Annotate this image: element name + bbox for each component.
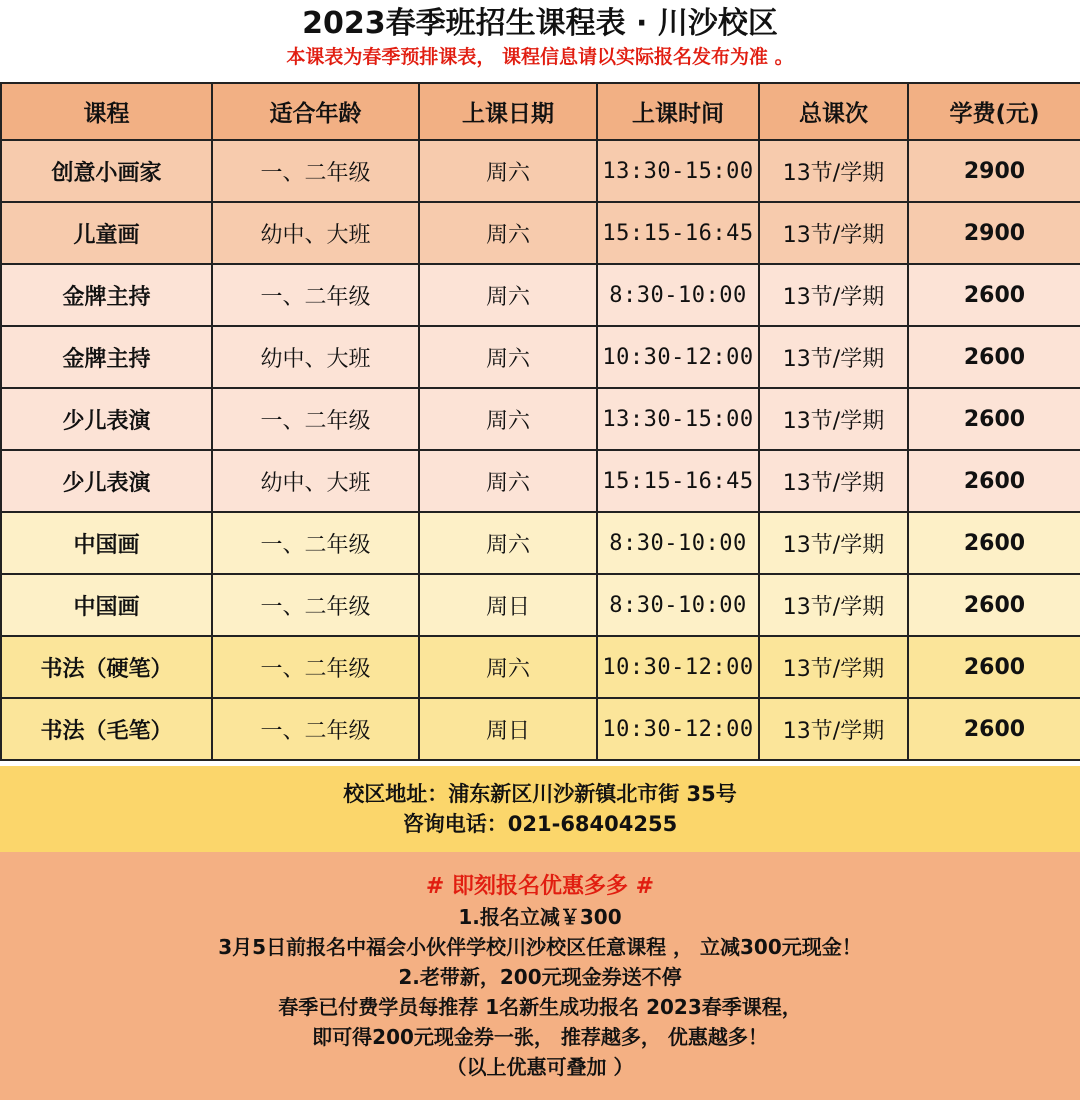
cell-age: 一、二年级 bbox=[212, 698, 419, 760]
cell-course: 金牌主持 bbox=[1, 326, 212, 388]
cell-age: 一、二年级 bbox=[212, 636, 419, 698]
table-row bbox=[1, 202, 1080, 264]
cell-day: 周六 bbox=[419, 140, 597, 202]
page-subtitle: 本课表为春季预排课表， 课程信息请以实际报名发布为准 。 bbox=[286, 46, 794, 68]
cell-fee: 2600 bbox=[908, 574, 1080, 636]
cell-day: 周六 bbox=[419, 264, 597, 326]
table-row bbox=[1, 264, 1080, 326]
cell-sessions: 13节/学期 bbox=[759, 450, 908, 512]
cell-time: 15:15-16:45 bbox=[597, 202, 759, 264]
cell-course: 中国画 bbox=[1, 574, 212, 636]
cell-age: 一、二年级 bbox=[212, 388, 419, 450]
cell-day: 周六 bbox=[419, 326, 597, 388]
table-row bbox=[1, 636, 1080, 698]
cell-course: 儿童画 bbox=[1, 202, 212, 264]
cell-course: 少儿表演 bbox=[1, 388, 212, 450]
cell-fee: 2900 bbox=[908, 202, 1080, 264]
cell-day: 周日 bbox=[419, 574, 597, 636]
promo-heading: # 即刻报名优惠多多 # bbox=[425, 874, 655, 899]
cell-time: 13:30-15:00 bbox=[597, 388, 759, 450]
cell-sessions: 13节/学期 bbox=[759, 636, 908, 698]
cell-age: 幼中、大班 bbox=[212, 202, 419, 264]
promo-line: 1.报名立减￥300 bbox=[458, 905, 622, 929]
cell-sessions: 13节/学期 bbox=[759, 264, 908, 326]
course-schedule-table bbox=[0, 82, 1080, 761]
table-header-row bbox=[1, 83, 1080, 140]
cell-sessions: 13节/学期 bbox=[759, 574, 908, 636]
column-header-sessions: 总课次 bbox=[759, 83, 908, 140]
cell-fee: 2600 bbox=[908, 512, 1080, 574]
column-header-age: 适合年龄 bbox=[212, 83, 419, 140]
cell-fee: 2600 bbox=[908, 450, 1080, 512]
cell-time: 8:30-10:00 bbox=[597, 574, 759, 636]
campus-info-band bbox=[0, 766, 1080, 852]
campus-phone: 咨询电话：021-68404255 bbox=[402, 812, 678, 836]
cell-sessions: 13节/学期 bbox=[759, 698, 908, 760]
cell-course: 少儿表演 bbox=[1, 450, 212, 512]
cell-sessions: 13节/学期 bbox=[759, 388, 908, 450]
cell-time: 10:30-12:00 bbox=[597, 326, 759, 388]
cell-age: 一、二年级 bbox=[212, 574, 419, 636]
table-row bbox=[1, 450, 1080, 512]
table-row bbox=[1, 512, 1080, 574]
table-row bbox=[1, 698, 1080, 760]
column-header-fee: 学费(元) bbox=[908, 83, 1080, 140]
table-row bbox=[1, 574, 1080, 636]
column-header-day: 上课日期 bbox=[419, 83, 597, 140]
table-row bbox=[1, 140, 1080, 202]
cell-sessions: 13节/学期 bbox=[759, 512, 908, 574]
cell-time: 10:30-12:00 bbox=[597, 636, 759, 698]
cell-fee: 2600 bbox=[908, 698, 1080, 760]
cell-day: 周六 bbox=[419, 512, 597, 574]
cell-day: 周日 bbox=[419, 698, 597, 760]
promo-band bbox=[0, 852, 1080, 1100]
table-row bbox=[1, 388, 1080, 450]
cell-course: 中国画 bbox=[1, 512, 212, 574]
page-header bbox=[0, 0, 1080, 82]
campus-address: 校区地址：浦东新区川沙新镇北市街 35号 bbox=[343, 782, 737, 806]
promo-line: 2.老带新，200元现金券送不停 bbox=[398, 965, 682, 989]
cell-age: 一、二年级 bbox=[212, 512, 419, 574]
cell-fee: 2600 bbox=[908, 388, 1080, 450]
cell-fee: 2900 bbox=[908, 140, 1080, 202]
cell-age: 一、二年级 bbox=[212, 264, 419, 326]
cell-age: 一、二年级 bbox=[212, 140, 419, 202]
page-title: 2023春季班招生课程表 · 川沙校区 bbox=[302, 6, 778, 41]
cell-fee: 2600 bbox=[908, 264, 1080, 326]
cell-age: 幼中、大班 bbox=[212, 326, 419, 388]
cell-time: 13:30-15:00 bbox=[597, 140, 759, 202]
cell-fee: 2600 bbox=[908, 326, 1080, 388]
cell-sessions: 13节/学期 bbox=[759, 326, 908, 388]
cell-fee: 2600 bbox=[908, 636, 1080, 698]
promo-line: 春季已付费学员每推荐 1名新生成功报名 2023春季课程， bbox=[278, 995, 802, 1019]
cell-age: 幼中、大班 bbox=[212, 450, 419, 512]
cell-time: 15:15-16:45 bbox=[597, 450, 759, 512]
cell-sessions: 13节/学期 bbox=[759, 140, 908, 202]
cell-sessions: 13节/学期 bbox=[759, 202, 908, 264]
cell-course: 金牌主持 bbox=[1, 264, 212, 326]
cell-course: 书法（硬笔） bbox=[1, 636, 212, 698]
column-header-time: 上课时间 bbox=[597, 83, 759, 140]
cell-time: 10:30-12:00 bbox=[597, 698, 759, 760]
cell-course: 书法（毛笔） bbox=[1, 698, 212, 760]
cell-course: 创意小画家 bbox=[1, 140, 212, 202]
cell-day: 周六 bbox=[419, 202, 597, 264]
promo-line: （以上优惠可叠加 ） bbox=[446, 1055, 634, 1079]
cell-day: 周六 bbox=[419, 636, 597, 698]
cell-time: 8:30-10:00 bbox=[597, 512, 759, 574]
column-header-course: 课程 bbox=[1, 83, 212, 140]
table-row bbox=[1, 326, 1080, 388]
cell-time: 8:30-10:00 bbox=[597, 264, 759, 326]
cell-day: 周六 bbox=[419, 388, 597, 450]
promo-line: 即可得200元现金券一张， 推荐越多， 优惠越多！ bbox=[312, 1025, 768, 1049]
promo-line: 3月5日前报名中福会小伙伴学校川沙校区任意课程 ， 立减300元现金！ bbox=[218, 935, 862, 959]
cell-day: 周六 bbox=[419, 450, 597, 512]
